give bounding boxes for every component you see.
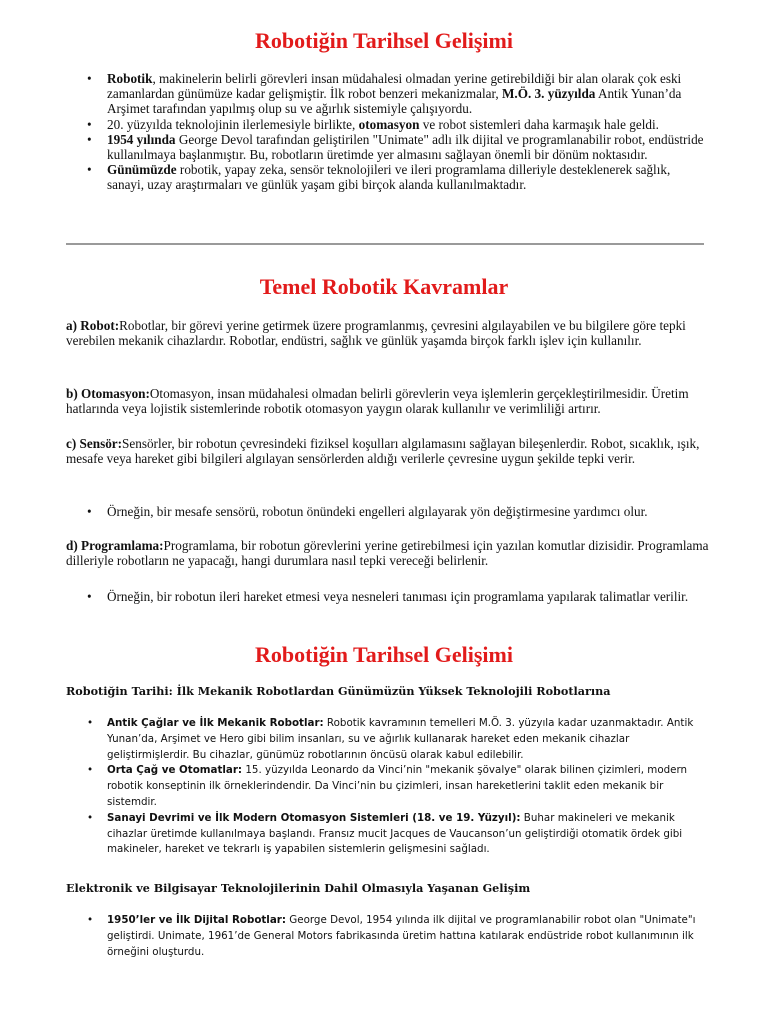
section-title-history: Robotiğin Tarihsel Gelişimi (255, 28, 513, 53)
list-item: • Günümüzde robotik, yapay zeka, sensör teknolojileri ve ileri programlama dilleriyle desteklenerek sağlık, sanayi, uzay araştırmaları ve günlük yaşam gibi birçok alanda kullanılmaktadır. (85, 162, 705, 192)
list-item: • Orta Çağ ve Otomatlar: 15. yüzyılda Leonardo da Vinci’nin "mekanik şövalye" olarak bilinen çizimleri, modern robotik konseptinin ilk örneklerindendir. Da Vinci’nin bu çizimleri, insan hareketlerini taklit eden mekanik bir sistemdir. (85, 763, 705, 810)
list-item: • Örneğin, bir mesafe sensörü, robotun önündeki engelleri algılayarak yön değiştirmesine yardımcı olur. (85, 504, 705, 519)
subsection-title-electronics: Elektronik ve Bilgisayar Teknolojilerinin Dahil Olmasıyla Yaşanan Gelişim (66, 881, 531, 895)
section-title-history-2: Robotiğin Tarihsel Gelişimi (255, 642, 513, 667)
section-title-concepts: Temel Robotik Kavramlar (259, 274, 509, 299)
concept-robot: a) Robot:Robotlar, bir görevi yerine getirmek üzere programlanmış, çevresini algılayabilen ve bu bilgilere göre tepki verebilen mekanik cihazlardır. Robotlar, endüstri, sağlık ve günlük yaşamda birçok farklı işlev için kullanılır. (66, 318, 686, 349)
list-item: • 1954 yılında George Devol tarafından geliştirilen "Unimate" adlı ilk dijital ve programlanabilir robot, endüstride kullanılmaya başlanmıştır. Bu, robotların üretimde yer almasını sağlayan önemli bir dönüm noktasıdır. (85, 132, 705, 162)
list-item: • 1950’ler ve İlk Dijital Robotlar: George Devol, 1954 yılında ilk dijital ve programlanabilir robot olan "Unimate"ı geliştirdi. Unimate, 1961’de General Motors fabrikasında üretim hattına katılarak endüstride robot kullanımının ilk örneğini oluşturdu. (85, 913, 705, 960)
electronics-bullet-list (85, 913, 705, 960)
history-bullet-list (85, 71, 705, 193)
section-divider (66, 243, 704, 245)
list-item: • 20. yüzyılda teknolojinin ilerlemesiyle birlikte, otomasyon ve robot sistemleri daha karmaşık hale geldi. (85, 117, 705, 132)
list-item: • Antik Çağlar ve İlk Mekanik Robotlar: Robotik kavramının temelleri M.Ö. 3. yüzyıla kadar uzanmaktadır. Antik Yunan’da, Arşimet ve Hero gibi bilim insanları, su ve ağırlık kullanarak hareket eden mekanik cihazlar geliştirmişlerdir. Bu cihazlar, günümüz robotlarının öncüsü olarak kabul edilebilir. (85, 716, 705, 763)
list-item: • Örneğin, bir robotun ileri hareket etmesi veya nesneleri tanıması için programlama yapılarak talimatlar verilir. (85, 589, 705, 604)
concept-otomasyon: b) Otomasyon:Otomasyon, insan müdahalesi olmadan belirli görevlerin veya işlemlerin gerçekleştirilmesidir. Üretim hatlarında veya lojistik sistemlerinde robotik otomasyon yaygın olarak kullanılır ve verimliliği artırır. (66, 386, 689, 417)
list-item: • Sanayi Devrimi ve İlk Modern Otomasyon Sistemleri (18. ve 19. Yüzyıl): Buhar makineleri ve mekanik cihazlar üretimde kullanılmaya başlandı. Fransız mucit Jacques de Vaucanson’un geliştirdiği otomatik ördek gibi makineler, hareket ve tekrarlı iş yapabilen sistemlerin gelişmesini sağladı. (85, 811, 705, 858)
programlama-example-list (85, 589, 705, 604)
sensor-example-list (85, 504, 705, 519)
subsection-title-early-robots: Robotiğin Tarihi: İlk Mekanik Robotlardan Günümüzün Yüksek Teknolojili Robotlarına (66, 684, 611, 698)
early-robots-bullet-list (85, 716, 705, 858)
concept-sensor: c) Sensör:Sensörler, bir robotun çevresindeki fiziksel koşulları algılamasını sağlayan bileşenlerdir. Robot, sıcaklık, ışık, mesafe veya hareket gibi bilgileri algılayan sensörlerden aldığı verilerle çevresine uygun şekilde tepki verir. (66, 436, 700, 467)
list-item: • Robotik, makinelerin belirli görevleri insan müdahalesi olmadan yerine getirebildiği bir alan olarak çok eski zamanlardan günümüze kadar gelişmiştir. İlk robot benzeri mekanizmalar, M.Ö. 3. yüzyılda Antik Yunan’da Arşimet tarafından yapılmış olup su ve ağırlık sistemiyle çalışıyordu. (85, 71, 705, 117)
concept-programlama: d) Programlama:Programlama, bir robotun görevlerini yerine getirebilmesi için yazılan komutlar dizisidir. Programlama dilleriyle robotların ne yapacağı, hangi durumlara nasıl tepki vereceği belirlenir. (66, 538, 709, 569)
